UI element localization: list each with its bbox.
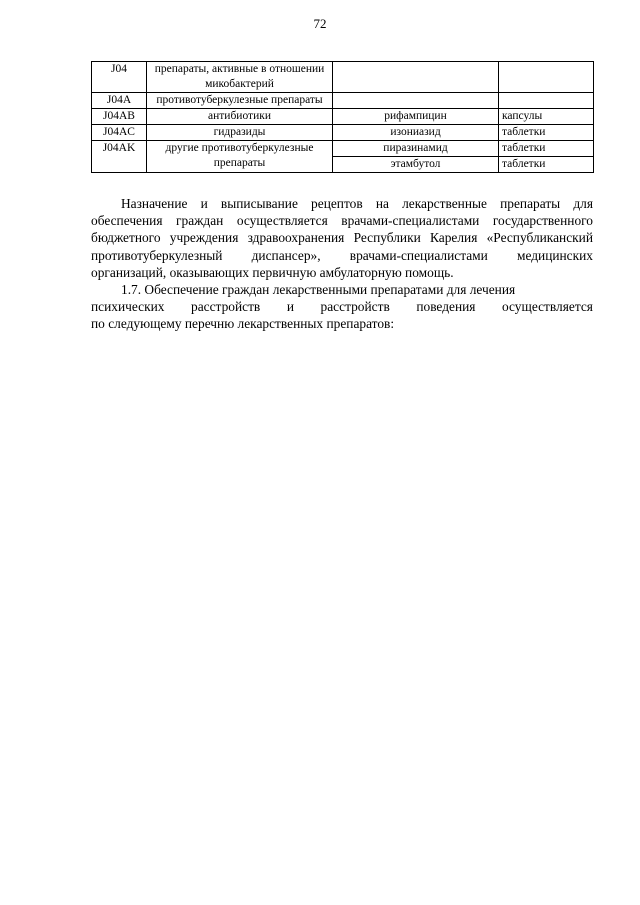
atc-code-cell: J04AB (92, 109, 147, 125)
table-row (92, 141, 594, 157)
form-cell (499, 62, 594, 93)
atc-code-cell: J04AC (92, 125, 147, 141)
group-cell: антибиотики (147, 109, 333, 125)
drug-cell: изониазид (333, 125, 499, 141)
group-cell: другие противотуберкулезные препараты (147, 141, 333, 173)
paragraph-prescription: Назначение и выписывание рецептов на лекарственные препараты для обеспечения граждан осуществляется врачами-специалистами государственного бюджетного учреждения здравоохранения Республики Карелия «Республиканский противотуберкулезный диспансер», врачами-специалистами медицинских организаций, оказывающих первичную амбулаторную помощь. (91, 196, 593, 280)
table-row (92, 62, 594, 93)
atc-code-cell: J04A (92, 93, 147, 109)
paragraph-section-1-7-line1: 1.7. Обеспечение граждан лекарственными препаратами для лечения (121, 282, 516, 298)
group-cell: гидразиды (147, 125, 333, 141)
group-cell: препараты, активные в отношении микобактерий (147, 62, 333, 93)
drug-table (91, 61, 594, 173)
page-number: 72 (313, 16, 327, 31)
group-cell: противотуберкулезные препараты (147, 93, 333, 109)
drug-cell: этамбутол (333, 157, 499, 173)
table-row (92, 125, 594, 141)
form-cell: таблетки (499, 125, 594, 141)
table-row (92, 93, 594, 109)
form-cell: таблетки (499, 141, 594, 157)
form-cell: капсулы (499, 109, 594, 125)
word: расстройств (320, 299, 390, 315)
table-row (92, 109, 594, 125)
paragraph-section-1-7-line2 (91, 298, 593, 315)
word: поведения (416, 299, 476, 315)
word: расстройств (191, 299, 261, 315)
word: осуществляется (502, 299, 593, 315)
word: и (286, 299, 294, 315)
atc-code-cell: J04AK (92, 141, 147, 173)
word: психических (91, 299, 165, 315)
drug-cell (333, 93, 499, 109)
body-text (91, 195, 593, 333)
paragraph-section-1-7-line3: по следующему перечню лекарственных препаратов: (91, 316, 395, 332)
form-cell (499, 93, 594, 109)
atc-code-cell: J04 (92, 62, 147, 93)
drug-cell: пиразинамид (333, 141, 499, 157)
drug-cell: рифампицин (333, 109, 499, 125)
drug-cell (333, 62, 499, 93)
form-cell: таблетки (499, 157, 594, 173)
